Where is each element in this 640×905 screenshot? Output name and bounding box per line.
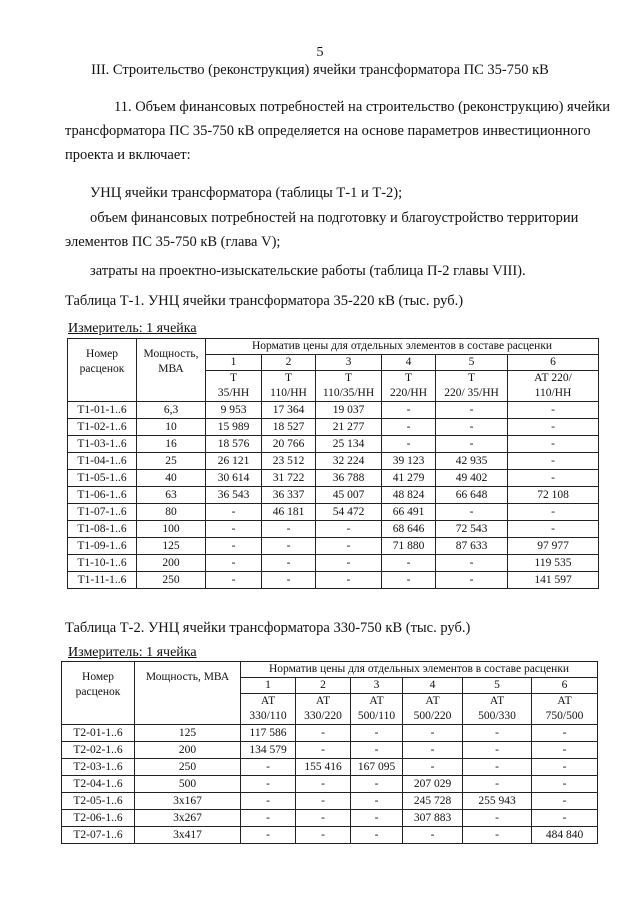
table-2-col-type-1-line-2: 330/110 (249, 710, 287, 722)
table-2-cell: 484 840 (532, 827, 598, 844)
table-1-cell: - (316, 572, 382, 589)
table-2-cell: - (296, 810, 351, 827)
table-1-cell: - (382, 436, 436, 453)
table-1-cell: - (206, 555, 262, 572)
table-1-cell: 36 543 (206, 487, 262, 504)
table-2-col-number-2: 2 (296, 678, 351, 694)
table-2-col-type-3-line-2: 500/110 (357, 710, 396, 722)
table-1-cell: 48 824 (382, 487, 436, 504)
table-1-cell: 49 402 (436, 470, 508, 487)
table-2-col-type-5 (463, 694, 532, 725)
table-2-col-type-2-line-1: АТ (315, 695, 331, 707)
table-1-cell: 119 535 (508, 555, 599, 572)
table-1-cell: 72 543 (436, 521, 508, 538)
table-1-cell: 18 527 (262, 419, 316, 436)
table-1-cell: - (382, 402, 436, 419)
table-2-cell: 255 943 (463, 793, 532, 810)
table-row (68, 504, 599, 521)
table-2-cell: 250 (135, 759, 241, 776)
table-2-cell: Т2-04-1..6 (62, 776, 135, 793)
table-row (68, 453, 599, 470)
table-1-cell: - (508, 453, 599, 470)
table-row (68, 436, 599, 453)
table-row (62, 759, 598, 776)
table-1-cell: 31 722 (262, 470, 316, 487)
table-1-cell: Т1-10-1..6 (68, 555, 137, 572)
table-1-cell: - (316, 521, 382, 538)
table-1-cell: 16 (137, 436, 206, 453)
table-1-cell: 45 007 (316, 487, 382, 504)
table-1-cell: Т1-07-1..6 (68, 504, 137, 521)
table-1-cell: 200 (137, 555, 206, 572)
table-1-cell: - (262, 521, 316, 538)
table-2-cell: 500 (135, 776, 241, 793)
table-2-cell: 200 (135, 742, 241, 759)
table-2-cell: Т2-06-1..6 (62, 810, 135, 827)
table-1-cell: 125 (137, 538, 206, 555)
table-1-col-type-1-line-1: Т (229, 372, 238, 384)
table-2-cell: - (241, 793, 296, 810)
table-1-cell: - (508, 436, 599, 453)
table-1-cell: Т1-11-1..6 (68, 572, 137, 589)
table-2 (61, 661, 598, 844)
table-2-col-number-6: 6 (532, 678, 598, 694)
table-1-cell: 41 279 (382, 470, 436, 487)
table-1-cell: - (436, 436, 508, 453)
table-1-cell: - (206, 521, 262, 538)
table-row (62, 827, 598, 844)
table-2-col-type-6-line-2: 750/500 (545, 710, 584, 722)
table-2-col-type-4-line-1: АТ (425, 695, 440, 707)
table-1-cell: 68 646 (382, 521, 436, 538)
table-1-cell: 54 472 (316, 504, 382, 521)
table-2-cell: - (296, 725, 351, 742)
table-2-cell: 125 (135, 725, 241, 742)
table-1-cell: - (508, 402, 599, 419)
table-2-col-type-2 (296, 694, 351, 725)
table-1-cell: Т1-08-1..6 (68, 521, 137, 538)
table-2-group-header: Норматив цены для отдельных элементов в составе расценки (241, 662, 598, 678)
table-2-cell: - (351, 810, 403, 827)
table-1-cell: 9 953 (206, 402, 262, 419)
table-2-col-type-6 (532, 694, 598, 725)
table-2-header-row (62, 662, 598, 678)
table-1-cell: - (436, 504, 508, 521)
table-1-col-type-4-line-1: Т (404, 372, 413, 384)
table-2-cell: Т2-02-1..6 (62, 742, 135, 759)
table-2-cell: - (403, 827, 463, 844)
table-1-col-type-5-line-1: Т (467, 372, 476, 384)
table-1-cell: 100 (137, 521, 206, 538)
table-1-cell: 39 123 (382, 453, 436, 470)
table-1-header-row (68, 339, 599, 355)
table-1-cell: 97 977 (508, 538, 599, 555)
table-row (68, 555, 599, 572)
table-1-cell: Т1-05-1..6 (68, 470, 137, 487)
table-1-cell: 66 648 (436, 487, 508, 504)
table-1-col-number-5: 5 (436, 355, 508, 371)
table-2-col-type-5-line-2: 500/330 (478, 710, 516, 722)
table-row (62, 793, 598, 810)
table-2-cell: 207 029 (403, 776, 463, 793)
table-1-cell: - (316, 538, 382, 555)
table-1-col-type-6 (508, 371, 599, 402)
table-1-group-header: Норматив цены для отдельных элементов в составе расценки (206, 339, 599, 355)
table-row (68, 487, 599, 504)
table-1-cell: 10 (137, 419, 206, 436)
table-2-cell: 117 586 (241, 725, 296, 742)
table-1-cell: 80 (137, 504, 206, 521)
table-1-cell: 46 181 (262, 504, 316, 521)
table-2-col-type-4-line-2: 500/220 (413, 710, 452, 722)
table-1-col-number-header: Номер расценок (68, 339, 137, 402)
table-2-cell: - (532, 742, 598, 759)
table-2-col-type-3-line-1: АТ (369, 695, 384, 707)
table-1 (67, 338, 599, 589)
table-1-cell: - (262, 555, 316, 572)
table-2-cell: - (532, 810, 598, 827)
table-2-col-type-6-line-1: АТ (557, 695, 572, 707)
table-2-col-number-1: 1 (241, 678, 296, 694)
table-2-col-type-1-line-1: АТ (260, 695, 276, 707)
table-2-cell: 3х267 (135, 810, 241, 827)
table-1-cell: Т1-01-1..6 (68, 402, 137, 419)
table-2-cell: - (241, 810, 296, 827)
table-2-caption: Таблица Т-2. УНЦ ячейки трансформатора 330-750 кВ (тыс. руб.) (65, 620, 471, 636)
table-1-cell: Т1-04-1..6 (68, 453, 137, 470)
table-row (62, 742, 598, 759)
table-1-col-type-4-line-2: 220/НН (389, 387, 428, 399)
table-2-cell: - (296, 793, 351, 810)
table-2-cell: - (463, 725, 532, 742)
table-1-col-number-3: 3 (316, 355, 382, 371)
table-1-cell: - (382, 555, 436, 572)
table-1-col-type-3 (316, 371, 382, 402)
table-1-cell: Т1-06-1..6 (68, 487, 137, 504)
table-2-cell: - (351, 793, 403, 810)
table-2-col-type-5-line-1: АТ (489, 695, 505, 707)
table-row (68, 572, 599, 589)
table-2-cell: - (463, 810, 532, 827)
table-1-cell: 42 935 (436, 453, 508, 470)
table-2-col-number-header: Номер расценок (62, 662, 135, 725)
table-1-cell: 36 337 (262, 487, 316, 504)
list-item-3: затраты на проектно-изыскательские работы (таблица П-2 главы VIII). (90, 263, 526, 279)
table-row (68, 402, 599, 419)
table-1-cell: 23 512 (262, 453, 316, 470)
table-1-cell: 66 491 (382, 504, 436, 521)
table-1-cell: - (508, 419, 599, 436)
table-2-cell: 167 095 (351, 759, 403, 776)
table-2-col-number-4: 4 (403, 678, 463, 694)
table-1-cell: 25 (137, 453, 206, 470)
table-1-measure: Измеритель: 1 ячейка (68, 321, 197, 336)
table-1-cell: 63 (137, 487, 206, 504)
table-2-cell: Т2-07-1..6 (62, 827, 135, 844)
table-1-caption: Таблица Т-1. УНЦ ячейки трансформатора 35-220 кВ (тыс. руб.) (65, 293, 464, 309)
table-2-cell: - (351, 725, 403, 742)
table-1-cell: - (382, 572, 436, 589)
table-1-cell: Т1-02-1..6 (68, 419, 137, 436)
table-2-cell: - (532, 759, 598, 776)
table-1-col-type-3-line-2: 110/35/НН (322, 387, 375, 399)
table-1-cell: - (508, 521, 599, 538)
table-1-col-type-6-line-2: 110/НН (534, 387, 572, 399)
table-1-col-type-2-line-1: Т (284, 372, 293, 384)
table-1-cell: - (206, 504, 262, 521)
table-1-cell: 26 121 (206, 453, 262, 470)
list-item-1: УНЦ ячейки трансформатора (таблицы Т-1 и Т-2); (90, 185, 403, 201)
table-2-cell: 307 883 (403, 810, 463, 827)
table-2-col-number-3: 3 (351, 678, 403, 694)
table-1-col-number-2: 2 (262, 355, 316, 371)
table-1-cell: 141 597 (508, 572, 599, 589)
table-1-col-type-2-line-2: 110/НН (270, 387, 307, 399)
table-2-cell: - (296, 776, 351, 793)
table-2-measure: Измеритель: 1 ячейка (68, 645, 197, 660)
table-1-col-type-5-line-2: 220/ 35/НН (444, 387, 499, 399)
table-1-cell: 30 614 (206, 470, 262, 487)
table-row (62, 725, 598, 742)
table-1-cell: 71 880 (382, 538, 436, 555)
table-2-cell: Т2-03-1..6 (62, 759, 135, 776)
table-1-col-type-1 (206, 371, 262, 402)
table-2-cell: - (532, 725, 598, 742)
table-1-cell: 250 (137, 572, 206, 589)
paragraph-11-line-3: проекта и включает: (65, 147, 191, 163)
table-2-cell: 245 728 (403, 793, 463, 810)
table-2-cell: - (241, 827, 296, 844)
table-2-col-type-2-line-2: 330/220 (304, 710, 342, 722)
table-1-col-type-2 (262, 371, 316, 402)
table-1-cell: 15 989 (206, 419, 262, 436)
table-1-cell: 72 108 (508, 487, 599, 504)
table-1-cell: Т1-09-1..6 (68, 538, 137, 555)
paragraph-11-line-1: 11. Объем финансовых потребностей на строительство (реконструкцию) ячейки (114, 99, 611, 115)
table-2-cell: - (532, 793, 598, 810)
table-1-cell: Т1-03-1..6 (68, 436, 137, 453)
list-item-2-line-2: элементов ПС 35-750 кВ (глава V); (65, 234, 281, 250)
paragraph-11-line-2: трансформатора ПС 35-750 кВ определяется на основе параметров инвестиционного (65, 123, 591, 139)
page-number: 5 (316, 45, 324, 60)
table-1-cell: 19 037 (316, 402, 382, 419)
table-2-cell: Т2-01-1..6 (62, 725, 135, 742)
table-1-cell: 36 788 (316, 470, 382, 487)
table-row (68, 419, 599, 436)
table-1-cell: - (382, 419, 436, 436)
table-2-cell: - (351, 776, 403, 793)
table-2-cell: - (463, 742, 532, 759)
table-1-cell: - (508, 504, 599, 521)
table-1-col-type-3-line-1: Т (344, 372, 353, 384)
table-1-col-number-1: 1 (206, 355, 262, 371)
table-2-cell: 3х167 (135, 793, 241, 810)
table-2-cell: - (403, 759, 463, 776)
table-1-col-number-6: 6 (508, 355, 599, 371)
table-1-cell: 40 (137, 470, 206, 487)
table-1-cell: - (508, 470, 599, 487)
table-2-cell: - (351, 827, 403, 844)
table-1-col-type-6-line-1: АТ 220/ (534, 372, 572, 384)
table-1-cell: - (436, 419, 508, 436)
table-2-col-type-1 (241, 694, 296, 725)
table-1-cell: 18 576 (206, 436, 262, 453)
table-2-cell: - (296, 827, 351, 844)
table-1-col-number-4: 4 (382, 355, 436, 371)
table-2-cell: - (463, 759, 532, 776)
table-1-col-type-1-line-2: 35/НН (217, 387, 250, 399)
table-2-cell: - (296, 742, 351, 759)
table-1-cell: 17 364 (262, 402, 316, 419)
table-1-cell: 87 633 (436, 538, 508, 555)
list-item-2-line-1: объем финансовых потребностей на подготовку и благоустройство территории (90, 210, 579, 226)
table-row (68, 470, 599, 487)
table-2-col-type-4 (403, 694, 463, 725)
table-2-cell: - (463, 776, 532, 793)
table-2-col-number-5: 5 (463, 678, 532, 694)
table-2-cell: - (351, 742, 403, 759)
table-1-cell: 21 277 (316, 419, 382, 436)
table-2-col-power-header: Мощность, МВА (135, 662, 241, 725)
table-2-cell: - (241, 759, 296, 776)
table-row (62, 810, 598, 827)
table-2-cell: Т2-05-1..6 (62, 793, 135, 810)
table-1-cell: - (262, 572, 316, 589)
table-2-cell: - (403, 742, 463, 759)
table-1-cell: - (206, 538, 262, 555)
table-row (68, 538, 599, 555)
table-1-cell: 32 224 (316, 453, 382, 470)
table-row (68, 521, 599, 538)
table-1-cell: - (262, 538, 316, 555)
table-1-cell: - (316, 555, 382, 572)
table-1-col-type-4 (382, 371, 436, 402)
table-1-cell: - (206, 572, 262, 589)
table-2-cell: 155 416 (296, 759, 351, 776)
table-2-cell: - (241, 776, 296, 793)
table-1-cell: 20 766 (262, 436, 316, 453)
table-2-cell: 134 579 (241, 742, 296, 759)
table-2-cell: 3х417 (135, 827, 241, 844)
table-2-cell: - (463, 827, 532, 844)
table-1-cell: 6,3 (137, 402, 206, 419)
table-1-col-type-5 (436, 371, 508, 402)
table-row (62, 776, 598, 793)
table-2-cell: - (403, 725, 463, 742)
table-1-cell: - (436, 402, 508, 419)
table-1-cell: - (436, 555, 508, 572)
table-1-cell: - (436, 572, 508, 589)
section-heading: III. Строительство (реконструкция) ячейки трансформатора ПС 35-750 кВ (91, 62, 549, 78)
table-1-col-power-header: Мощность, МВА (137, 339, 206, 402)
table-1-cell: 25 134 (316, 436, 382, 453)
table-2-cell: - (532, 776, 598, 793)
table-2-col-type-3 (351, 694, 403, 725)
